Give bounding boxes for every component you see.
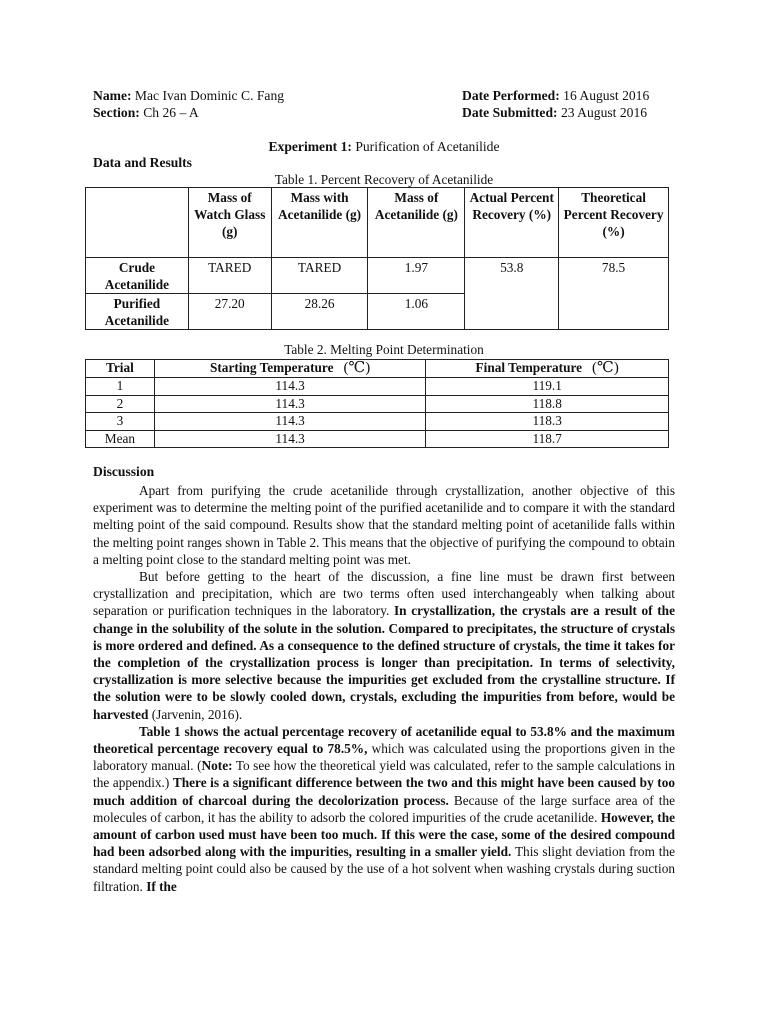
discussion-paragraph-3 [93,723,675,895]
p3-text-1: which was calculated using the proportions given in the laboratory manual. ( [93,741,675,774]
date-submitted-label: Date Submitted: [462,105,558,120]
cell: TARED [271,258,368,294]
table2-header-row [86,360,669,378]
discussion-heading: Discussion [93,464,155,479]
table-row [86,258,669,294]
cell: 114.3 [154,413,426,431]
experiment-title [93,139,675,155]
final-temp-label: Final Temperature [475,360,583,376]
actual-recovery-cell: 53.8 [465,258,559,330]
p3-bold-3: However, the amount of carbon used must have been too much. If this were the case, some of the desired compound had been adsorbed along with the impurities, resulting in a smaller yield. [93,809,675,860]
experiment-name: Purification of Acetanilide [355,139,500,154]
name-line [93,88,284,104]
p3-text-3: Because of the large surface area of the molecules of carbon, it has the ability to adsorb the colored impurities of the crude acetanilide. [93,792,675,825]
table1-caption: Table 1. Percent Recovery of Acetanilide [274,172,494,187]
row-label: Purified Acetanilide [86,294,189,330]
row-label: Crude Acetanilide [86,258,189,294]
date-performed-value: 16 August 2016 [563,88,650,103]
cell: 118.3 [426,413,669,431]
name-label: Name: [93,88,132,103]
cell: 118.7 [426,430,669,448]
table1-header: Mass of Watch Glass (g) [188,188,271,258]
date-performed-line [462,88,649,104]
p3-note: Note: [201,758,233,774]
percent-recovery-table [85,187,669,330]
table2-caption: Table 2. Melting Point Determination [284,342,484,357]
experiment-label: Experiment 1: [268,139,352,154]
table-row [86,430,669,448]
p2-text: But before getting to the heart of the discussion, a fine line must be drawn first between crystallization and precipitation, which are two terms often used interchangeably when talking about separation or purification techniques in the laboratory. [93,569,675,619]
cell: 1.97 [368,258,465,294]
cell: 1.06 [368,294,465,330]
p3-bold-4: If the [146,878,177,894]
p3-text-4: This slight deviation from the standard melting point could also be caused by the use of a hot solvent when washing crystals during suction filtration. [93,844,675,894]
date-submitted-value: 23 August 2016 [560,105,648,120]
date-performed-label: Date Performed: [462,88,560,103]
data-results-heading: Data and Results [93,155,192,170]
discussion-paragraph-2 [93,568,675,723]
name-value: Mac Ivan Dominic C. Fang [134,88,285,103]
table1-header: Mass with Acetanilide (g) [271,188,368,258]
table2-header: Trial [86,360,155,378]
trial-cell: Mean [86,430,155,448]
discussion-body [93,482,675,895]
melting-point-table [85,359,669,448]
p3-bold-1: Table 1 shows the actual percentage recovery of acetanilide equal to 53.8% and the maximum theoretical percentage recovery equal to 78.5%, [93,723,675,757]
table1-empty-header [86,188,189,258]
table1-header-row [86,188,669,258]
p3-bold-2: There is a significant difference between the two and this might have been caused by too much addition of charcoal during the decolorization process. [93,775,676,808]
trial-cell: 1 [86,378,155,396]
p2-citation: (Jarvenin, 2016). [151,706,243,722]
cell: 119.1 [426,378,669,396]
cell: 114.3 [154,395,426,413]
table1-header: Actual Percent Recovery (%) [465,188,559,258]
theoretical-recovery-cell: 78.5 [559,258,669,330]
cell: 114.3 [154,430,426,448]
discussion-paragraph-1: Apart from purifying the crude acetanilide through crystallization, another objective of this experiment was to determine the melting point of the purified acetanilide and to compare it with the standard melting point of the said compound. Results show that the standard melting point of acetanilide falls within the melting point ranges shown in Table 2. This means that the objective of purifying the compound to obtain a melting point close to the standard melting point was met. [93,483,675,567]
table-row [86,378,669,396]
cell: 28.26 [271,294,368,330]
p3-text-2: To see how the theoretical yield was calculated, refer to the sample calculations in the appendix.) [93,758,675,791]
p2-bold: In crystallization, the crystals are a result of the change in the solubility of the solute in the solution. Compared to precipitates, the structure of crystals is more ordered and defined. As a consequence to the defined structure of crystals, the time it takes for the completion of the crystallization process is longer than precipitation. In terms of selectivity, crystallization is more selective because the impurities get excluded from the crystalline structure. If the solution were to be slowly cooled down, crystals, excluding the impurities from before, would be harvested [93,603,675,722]
table1-header: Mass of Acetanilide (g) [368,188,465,258]
date-submitted-line [462,105,647,121]
start-temp-label: Starting Temperature [209,360,334,376]
cell: 114.3 [154,378,426,396]
section-line [93,105,199,121]
final-temp-unit: (℃) [592,360,619,377]
trial-cell: 3 [86,413,155,431]
section-label: Section: [93,105,140,120]
table2-header-final [426,360,669,378]
table-row [86,395,669,413]
section-value: Ch 26 – A [143,105,199,120]
cell: TARED [188,258,271,294]
start-temp-unit: (℃) [343,360,371,377]
cell: 27.20 [188,294,271,330]
trial-cell: 2 [86,395,155,413]
table2-header-start [154,360,426,378]
cell: 118.8 [426,395,669,413]
table-row [86,413,669,431]
table1-header: Theoretical Percent Recovery (%) [559,188,669,258]
